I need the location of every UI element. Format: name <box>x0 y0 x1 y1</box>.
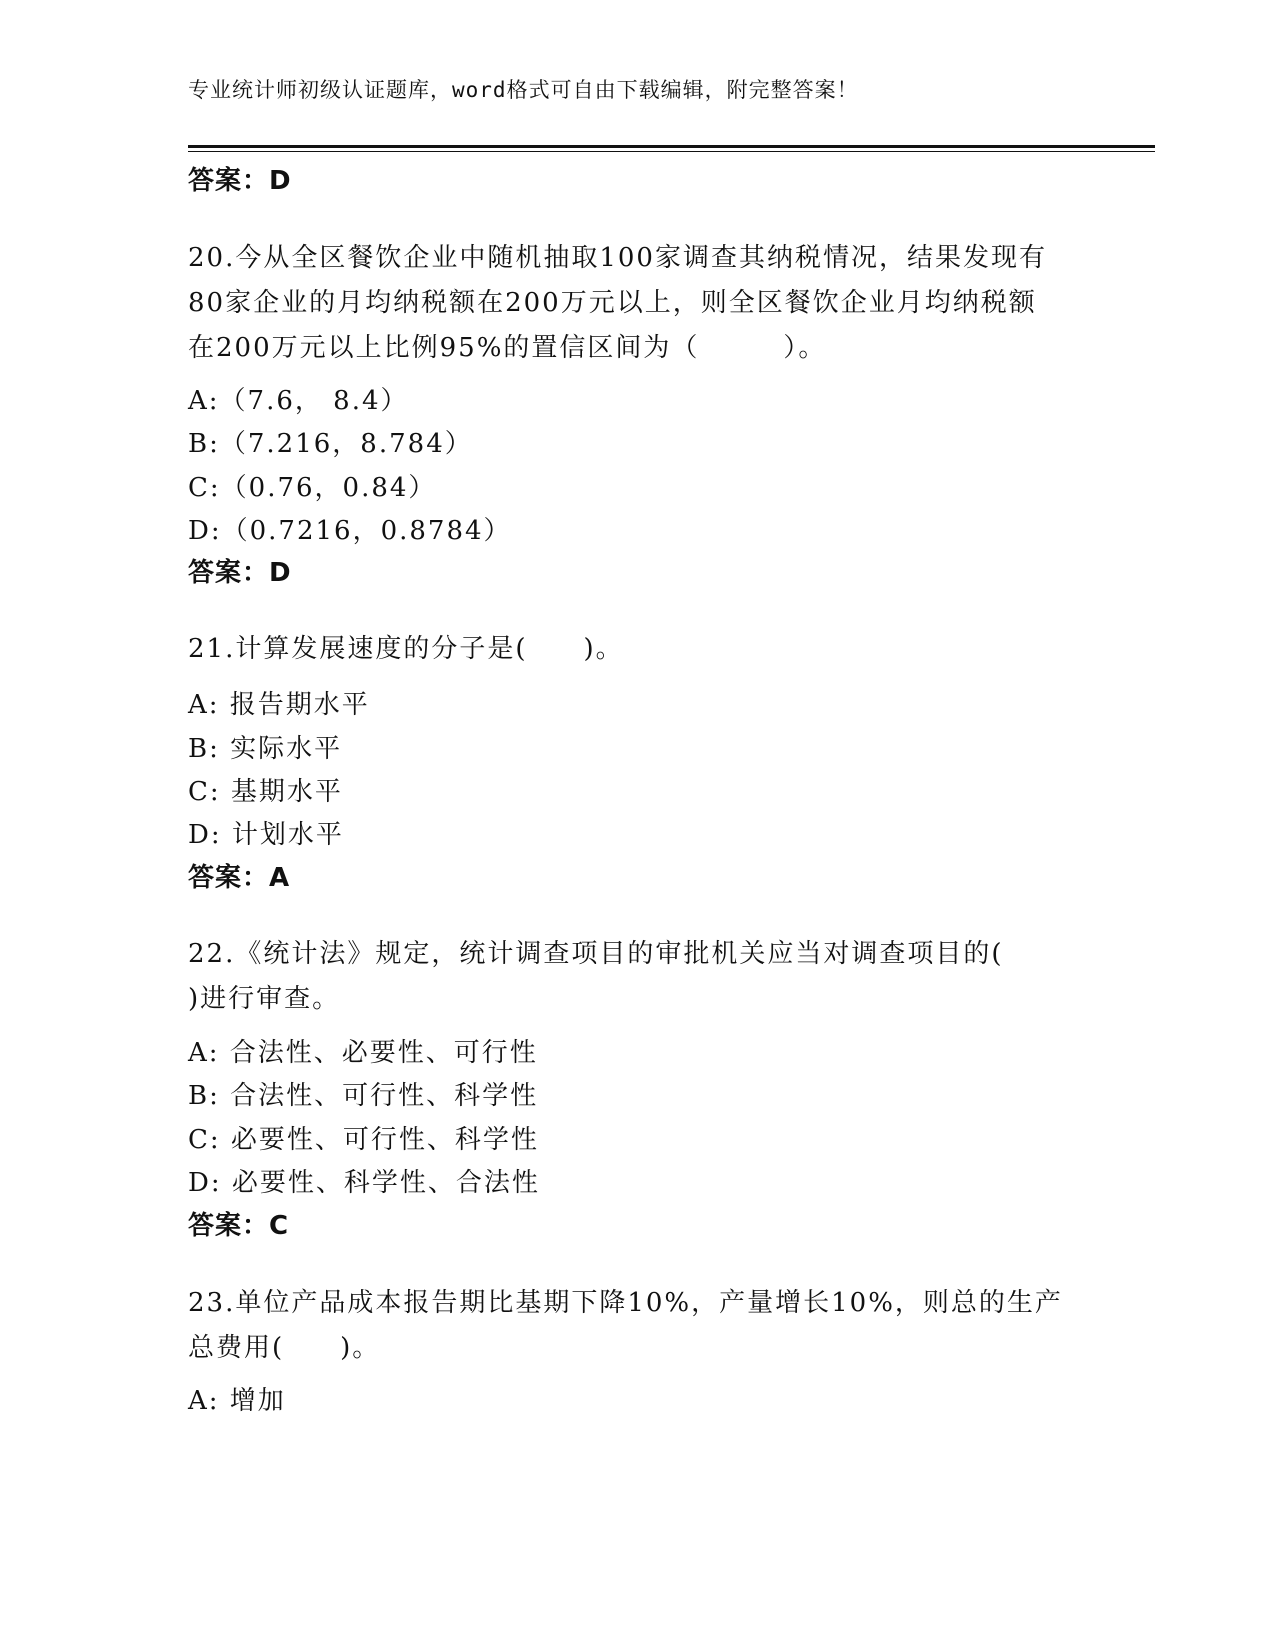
question-stem-line: 80家企业的月均纳税额在200万元以上，则全区餐饮企业月均纳税额 <box>188 288 1037 318</box>
page-header: 专业统计师初级认证题库，word格式可自由下载编辑，附完整答案！ <box>188 78 859 102</box>
question-stem-line: 21.计算发展速度的分子是( )。 <box>188 634 624 664</box>
question-21-option-c: C: 基期水平 <box>188 777 343 807</box>
question-stem-line: 20.今从全区餐饮企业中随机抽取100家调查其纳税情况，结果发现有 <box>188 243 1047 273</box>
answer-q22: 答案：C <box>188 1211 290 1241</box>
question-20-option-a: A:（7.6， 8.4） <box>188 386 409 416</box>
question-stem-line: 在200万元以上比例95%的置信区间为（ ）。 <box>188 333 827 363</box>
question-22-stem <box>188 932 1088 1022</box>
question-22-option-c: C: 必要性、可行性、科学性 <box>188 1125 539 1155</box>
question-20-stem <box>188 236 1088 371</box>
answer-q19: 答案：D <box>188 166 292 196</box>
question-22-option-b: B: 合法性、可行性、科学性 <box>188 1081 539 1111</box>
question-21-option-d: D: 计划水平 <box>188 820 344 850</box>
answer-q21: 答案：A <box>188 863 291 893</box>
question-21-option-b: B: 实际水平 <box>188 734 343 764</box>
question-stem-line: )进行审查。 <box>188 984 341 1014</box>
question-22-option-a: A: 合法性、必要性、可行性 <box>188 1038 538 1068</box>
question-stem-line: 22.《统计法》规定，统计调查项目的审批机关应当对调查项目的( <box>188 939 1004 969</box>
question-21-stem <box>188 627 1088 672</box>
question-20-option-c: C:（0.76，0.84） <box>188 473 437 503</box>
header-divider-thin <box>188 151 1155 152</box>
question-21-option-a: A: 报告期水平 <box>188 690 370 720</box>
question-20-option-b: B:（7.216，8.784） <box>188 429 473 459</box>
question-20-option-d: D:（0.7216，0.8784） <box>188 516 512 546</box>
question-stem-line: 23.单位产品成本报告期比基期下降10%，产量增长10%，则总的生产 <box>188 1288 1063 1318</box>
question-stem-line: 总费用( )。 <box>188 1333 381 1363</box>
answer-q20: 答案：D <box>188 558 292 588</box>
question-23-option-a: A: 增加 <box>188 1386 286 1416</box>
question-23-stem <box>188 1281 1088 1371</box>
header-divider <box>188 145 1155 148</box>
question-22-option-d: D: 必要性、科学性、合法性 <box>188 1168 540 1198</box>
